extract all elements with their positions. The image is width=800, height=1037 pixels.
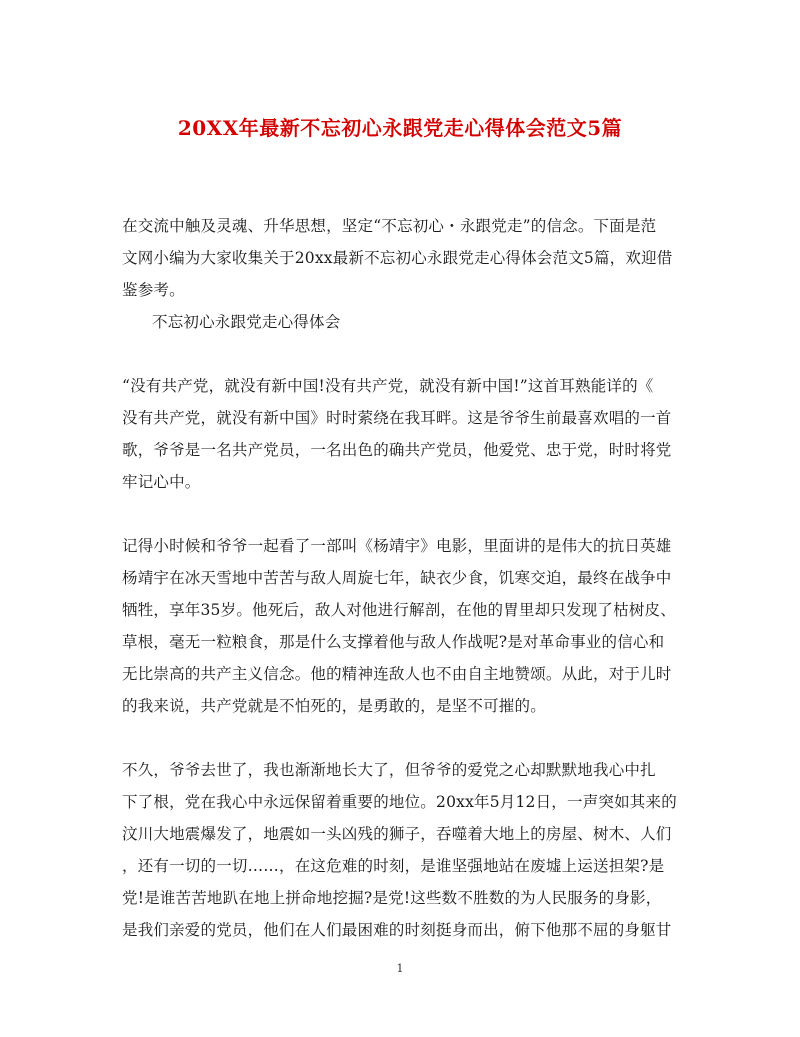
paragraph-line: 鉴参考。 [122, 281, 185, 299]
paragraph-line: 文网小编为大家收集关于20xx最新不忘初心永跟党走心得体会范文5篇，欢迎借 [122, 249, 673, 267]
paragraph-line: 牢记心中。 [122, 473, 201, 491]
body-paragraph [122, 370, 682, 498]
paragraph-line: 无比崇高的共产主义信念。他的精神连敌人也不由自主地赞颂。从此，对于儿时 [122, 665, 672, 683]
paragraph-line: 是我们亲爱的党员，他们在人们最困难的时刻挺身而出，俯下他那不屈的身躯甘 [122, 921, 672, 939]
document-title: 20XX年最新不忘初心永跟党走心得体会范文5篇 [177, 116, 623, 140]
intro-paragraph [122, 210, 682, 306]
paragraph-gap [122, 498, 682, 530]
paragraph-line: 不久，爷爷去世了，我也渐渐地长大了，但爷爷的爱党之心却默默地我心中扎 [122, 761, 656, 779]
section-heading [122, 306, 682, 338]
paragraph-line: 草根，毫无一粒粮食，那是什么支撑着他与敌人作战呢?是对革命事业的信心和 [122, 633, 665, 651]
section-heading-text: 不忘初心永跟党走心得体会 [152, 313, 341, 331]
paragraph-line: 党!是谁苦苦地趴在地上拼命地挖掘?是党!这些数不胜数的为人民服务的身影， [122, 889, 662, 907]
paragraph-line: 记得小时候和爷爷一起看了一部叫《杨靖宇》电影，里面讲的是伟大的抗日英雄 [122, 537, 672, 555]
paragraph-line: 在交流中触及灵魂、升华思想，坚定“不忘初心・永跟党走”的信念。下面是范 [122, 217, 657, 235]
paragraph-line: 牺牲，享年35岁。他死后，敌人对他进行解剖，在他的胃里却只发现了枯树皮、 [122, 601, 676, 619]
body-paragraph [122, 754, 682, 946]
paragraph-line: 汶川大地震爆发了，地震如一头凶残的狮子，吞噬着大地上的房屋、树木、人们 [122, 825, 672, 843]
paragraph-line: 歌，爷爷是一名共产党员，一名出色的确共产党员，他爱党、忠于党，时时将党 [122, 441, 672, 459]
paragraph-line: 的我来说，共产党就是不怕死的，是勇敢的，是坚不可摧的。 [122, 697, 546, 715]
paragraph-gap [122, 722, 682, 754]
body-paragraph [122, 530, 682, 722]
paragraph-line: 没有共产党，就没有新中国》时时萦绕在我耳畔。这是爷爷生前最喜欢唱的一首 [122, 409, 672, 427]
document-body [122, 210, 682, 946]
paragraph-line: 杨靖宇在冰天雪地中苦苦与敌人周旋七年，缺衣少食，饥寒交迫，最终在战争中 [122, 569, 672, 587]
paragraph-line: “没有共产党，就没有新中国!没有共产党，就没有新中国!”这首耳熟能详的《 [122, 377, 654, 395]
paragraph-line: ，还有一切的一切……，在这危难的时刻，是谁坚强地站在废墟上运送担架?是 [122, 857, 665, 875]
paragraph-gap [122, 338, 682, 370]
page-number: 1 [396, 962, 404, 975]
paragraph-line: 下了根，党在我心中永远保留着重要的地位。20xx年5月12日，一声突如其来的 [122, 793, 677, 811]
